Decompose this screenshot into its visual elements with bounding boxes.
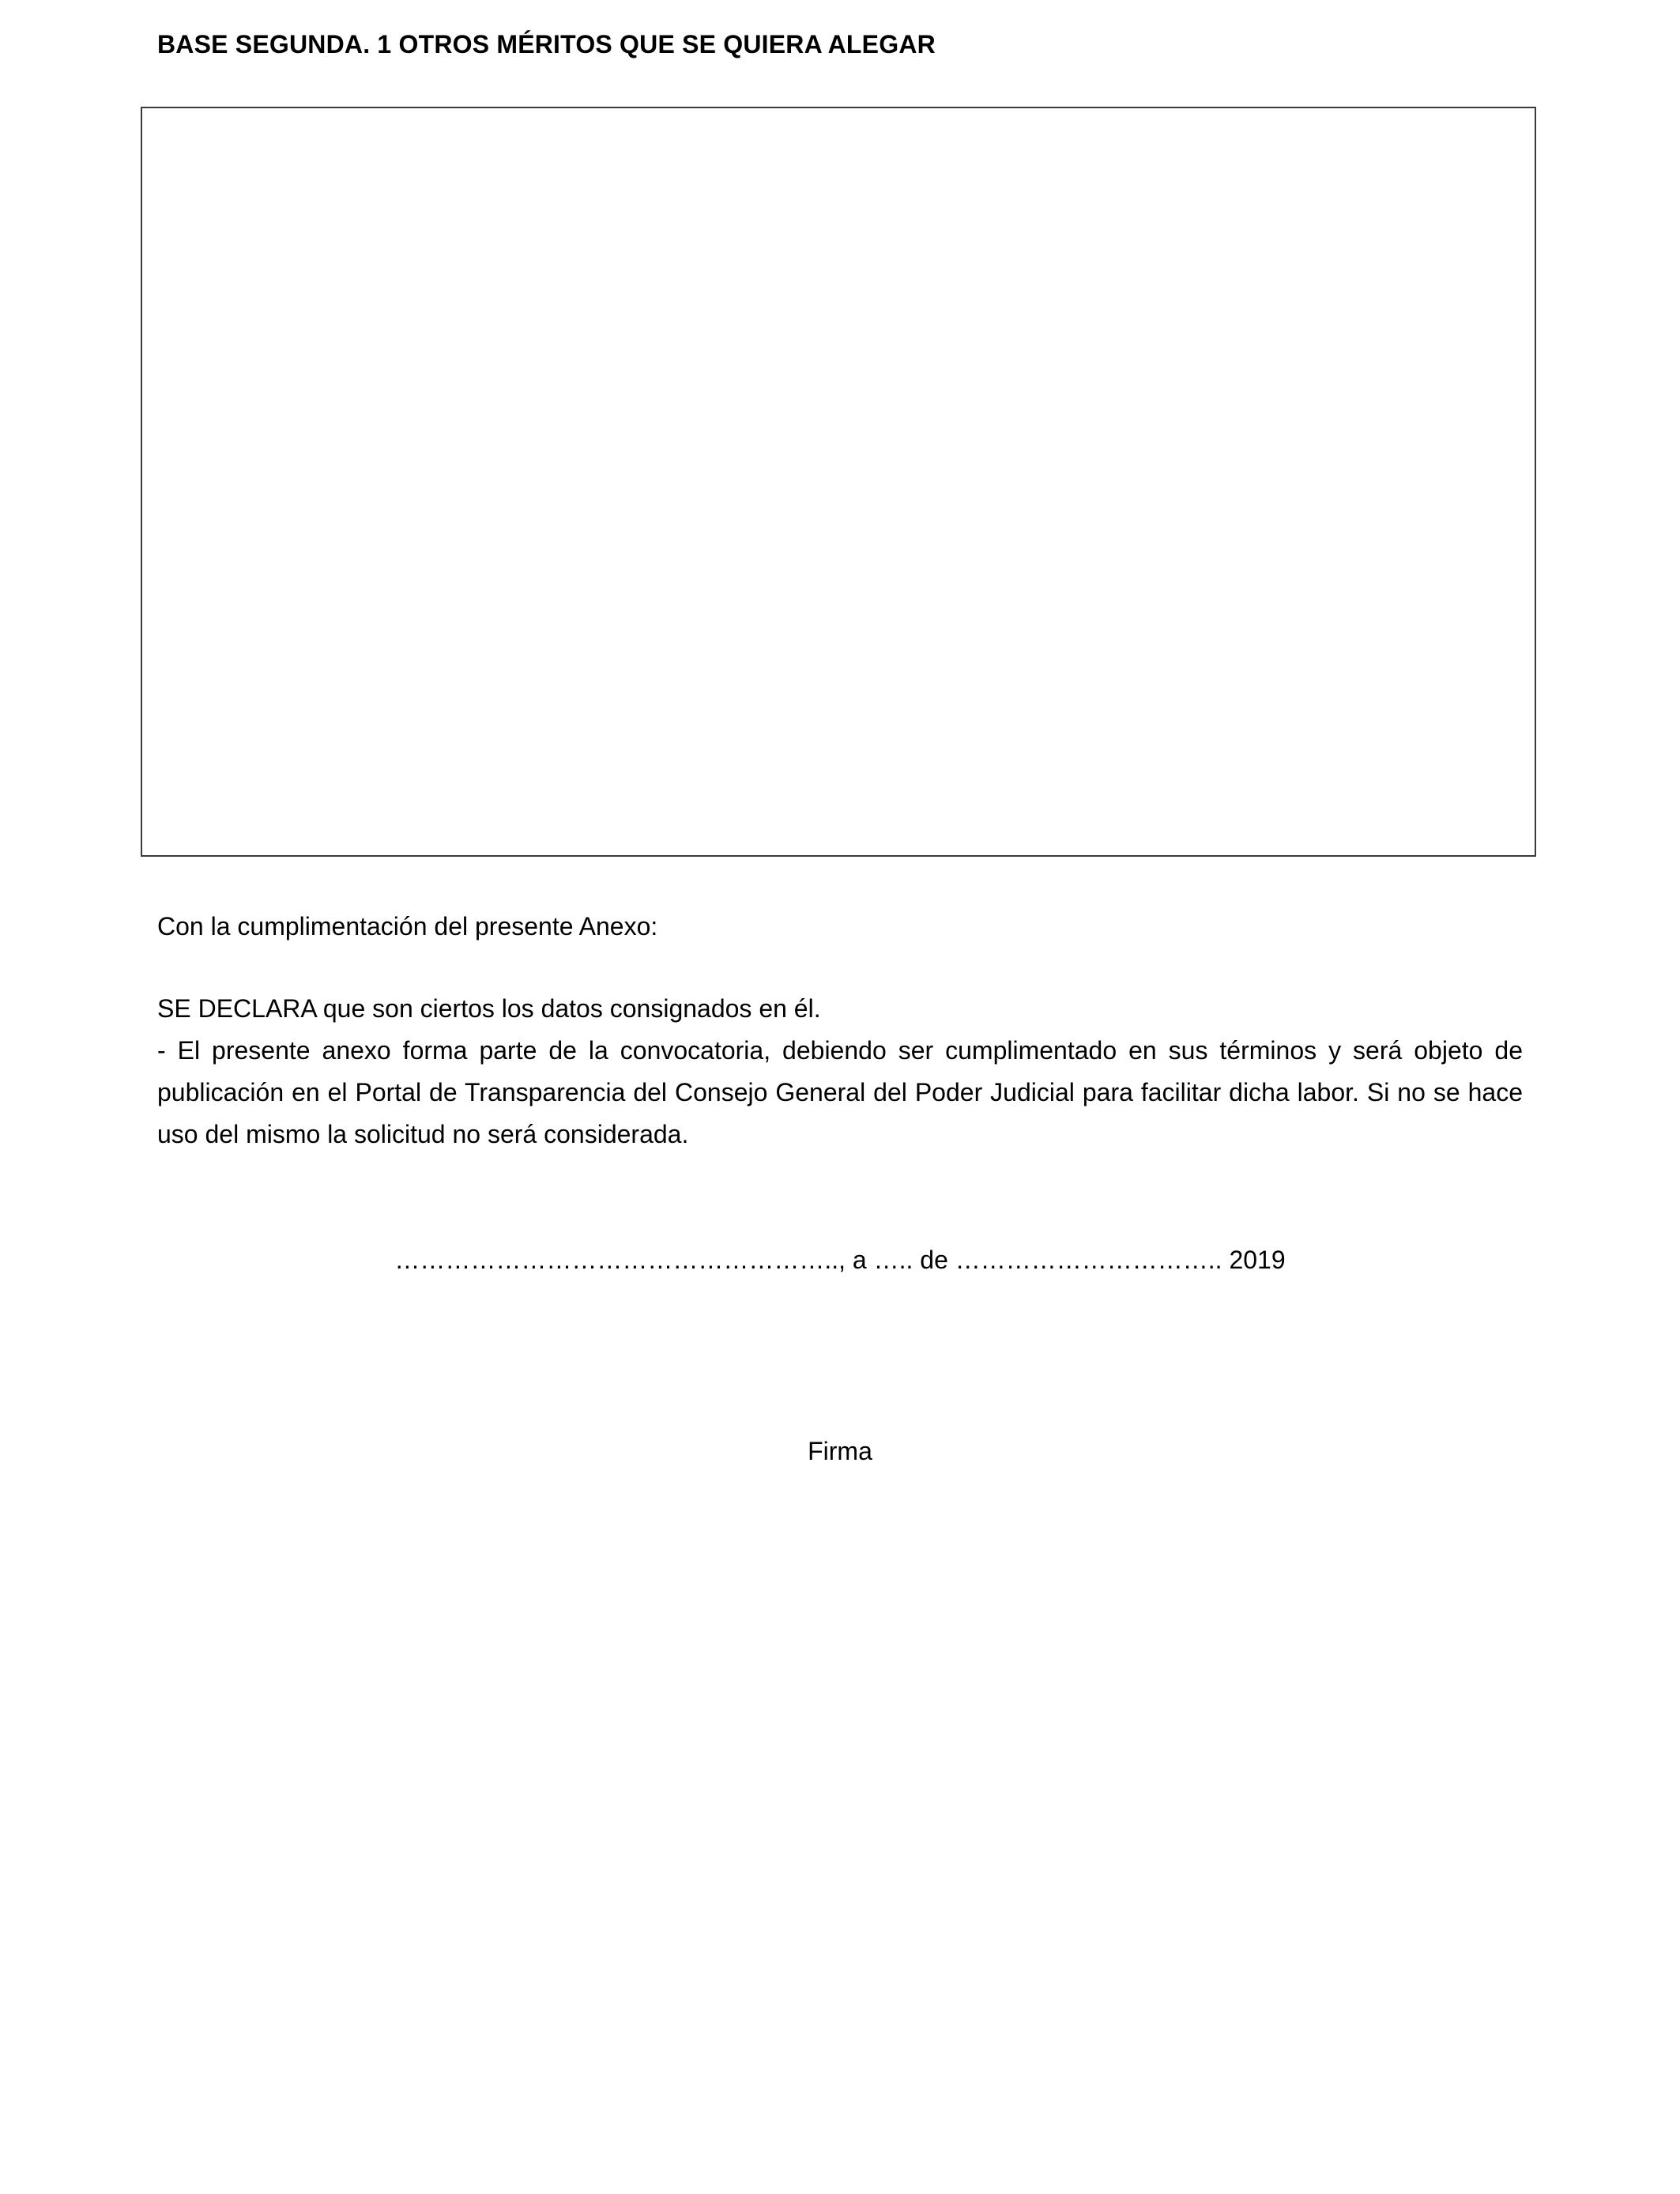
place-date-line: …………………………………………….., a ….. de ………………………….. 2019	[394, 1246, 1286, 1274]
declaration-block	[157, 988, 1523, 1155]
intro-text: Con la cumplimentación del presente Anexo:	[157, 912, 658, 941]
declaration-statement: SE DECLARA que son ciertos los datos consignados en él.	[157, 994, 821, 1023]
signature-label: Firma	[808, 1437, 872, 1465]
declaration-note: - El presente anexo forma parte de la convocatoria, debiendo ser cumplimentado en sus términos y será objeto de publicación en el Portal de Transparencia del Consejo General del Poder Judicial para facilitar dicha labor. Si no se hace uso del mismo la solicitud no será considerada.	[157, 1036, 1523, 1148]
merits-text-area[interactable]	[141, 107, 1536, 857]
page-title: BASE SEGUNDA. 1 OTROS MÉRITOS QUE SE QUIERA ALEGAR	[157, 30, 936, 58]
